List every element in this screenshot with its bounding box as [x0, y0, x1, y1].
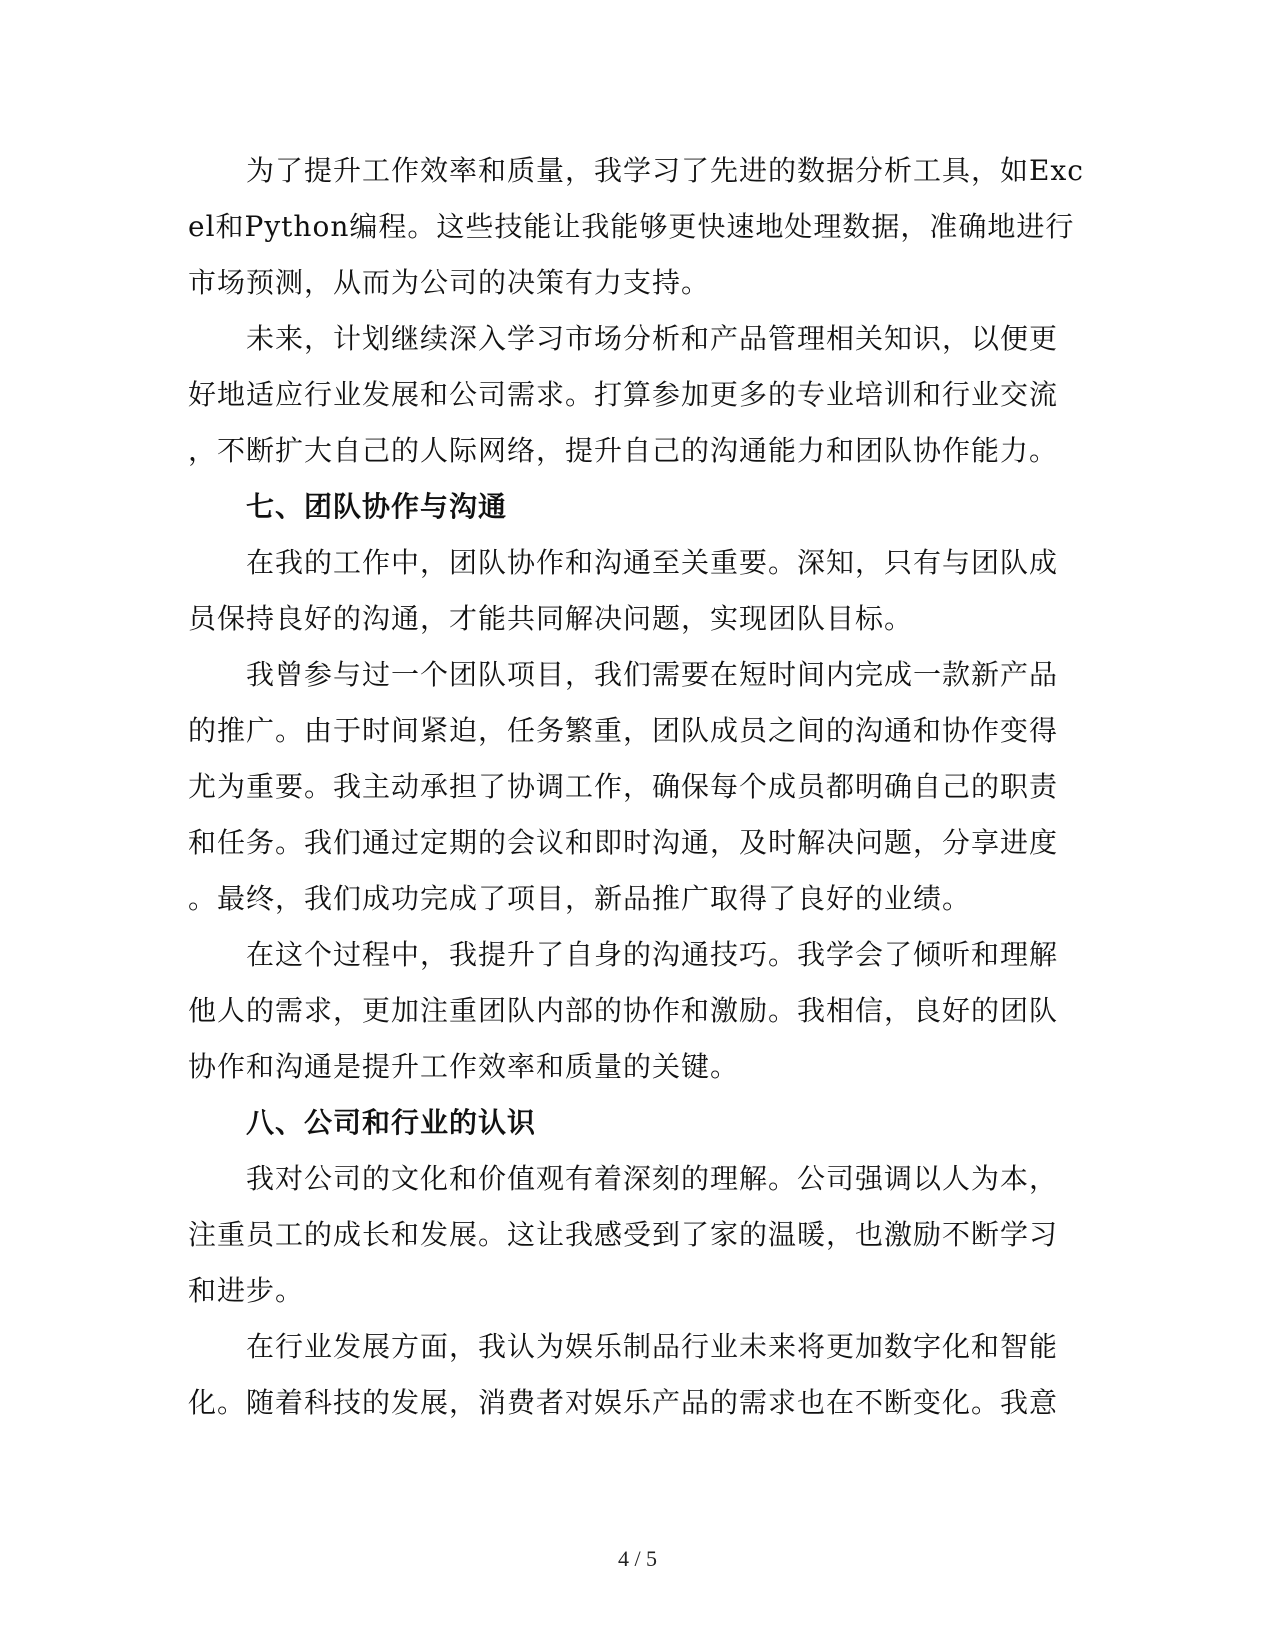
text-line: 市场预测，从而为公司的决策有力支持。: [188, 266, 711, 299]
paragraph-future-plans: [188, 311, 1068, 479]
paragraph-industry-development: [188, 1319, 1068, 1431]
paragraph-company-culture: [188, 1151, 1068, 1319]
text-line: 。最终，我们成功完成了项目，新品推广取得了良好的业绩。: [188, 882, 972, 915]
section-heading-company-industry: 八、公司和行业的认识: [246, 1106, 537, 1139]
text-line: 在这个过程中，我提升了自身的沟通技巧。我学会了倾听和理解: [246, 938, 1059, 971]
text-line: ，不断扩大自己的人际网络，提升自己的沟通能力和团队协作能力。: [188, 434, 1059, 467]
text-line: 在我的工作中，团队协作和沟通至关重要。深知，只有与团队成: [246, 546, 1059, 579]
text-line: 和进步。: [188, 1274, 305, 1307]
text-line: 好地适应行业发展和公司需求。打算参加更多的专业培训和行业交流: [188, 378, 1059, 411]
paragraph-team-project: [188, 647, 1068, 927]
section-heading-teamwork: 七、团队协作与沟通: [246, 490, 508, 523]
text-line: 化。随着科技的发展，消费者对娱乐产品的需求也在不断变化。我意: [188, 1386, 1059, 1419]
text-line: el和Python编程。这些技能让我能够更快速地处理数据，准确地进行: [188, 210, 1075, 243]
text-line: 他人的需求，更加注重团队内部的协作和激励。我相信，良好的团队: [188, 994, 1059, 1027]
text-line: 为了提升工作效率和质量，我学习了先进的数据分析工具，如Exc: [246, 154, 1084, 187]
text-line: 和任务。我们通过定期的会议和即时沟通，及时解决问题，分享进度: [188, 826, 1059, 859]
page-number: 4 / 5: [617, 1546, 658, 1571]
text-line: 员保持良好的沟通，才能共同解决问题，实现团队目标。: [188, 602, 914, 635]
text-line: 尤为重要。我主动承担了协调工作，确保每个成员都明确自己的职责: [188, 770, 1059, 803]
text-line: 在行业发展方面，我认为娱乐制品行业未来将更加数字化和智能: [246, 1330, 1059, 1363]
text-line: 协作和沟通是提升工作效率和质量的关键。: [188, 1050, 740, 1083]
paragraph-data-tools: [188, 143, 1084, 311]
document-body: [188, 143, 1084, 1431]
text-line: 注重员工的成长和发展。这让我感受到了家的温暖，也激励不断学习: [188, 1218, 1059, 1251]
text-line: 我曾参与过一个团队项目，我们需要在短时间内完成一款新产品: [246, 658, 1059, 691]
paragraph-teamwork-importance: [188, 535, 1068, 647]
text-line: 未来，计划继续深入学习市场分析和产品管理相关知识，以便更: [246, 322, 1059, 355]
paragraph-communication-skills: [188, 927, 1068, 1095]
text-line: 我对公司的文化和价值观有着深刻的理解。公司强调以人为本，: [246, 1162, 1059, 1195]
text-line: 的推广。由于时间紧迫，任务繁重，团队成员之间的沟通和协作变得: [188, 714, 1059, 747]
